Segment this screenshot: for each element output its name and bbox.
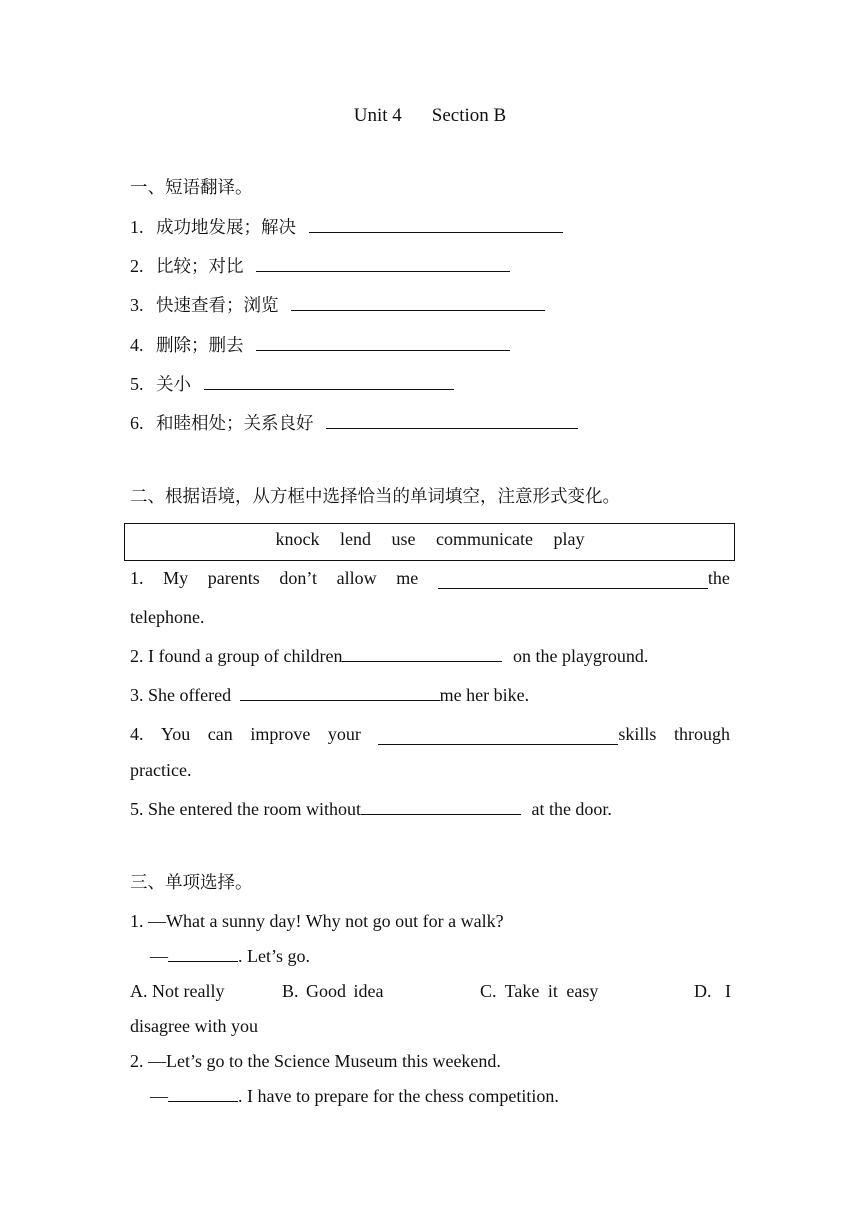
question-word: can — [207, 724, 233, 744]
section-label: Section B — [431, 105, 507, 126]
answer-blank[interactable] — [291, 294, 545, 311]
question-text: 3. She offered — [130, 685, 232, 705]
answer-blank[interactable] — [240, 684, 440, 701]
blank-group — [438, 567, 730, 589]
word-option: use — [391, 529, 416, 549]
word-option: communicate — [436, 529, 533, 549]
part2-question-4 — [130, 723, 730, 745]
answer-blank[interactable] — [361, 798, 521, 815]
question-word: You — [161, 724, 191, 744]
part1-item — [130, 373, 454, 396]
answer-blank[interactable] — [204, 373, 454, 390]
answer-blank[interactable] — [378, 728, 618, 745]
question-word: parents — [207, 568, 260, 588]
question-text: at the door. — [531, 799, 612, 819]
part2-question-4-cont: practice. — [130, 760, 192, 780]
part2-question-1 — [130, 567, 730, 589]
question-word: the — [707, 568, 730, 588]
question-word: 1. — [130, 568, 144, 588]
word-option: play — [553, 529, 585, 549]
part1-item — [130, 334, 510, 357]
item-number: 4. — [130, 335, 144, 355]
part2-question-3 — [130, 684, 529, 706]
answer-blank[interactable] — [309, 216, 563, 233]
part1-item — [130, 412, 578, 435]
reply-text: . I have to prepare for the chess competition. — [238, 1086, 559, 1106]
answer-blank[interactable] — [326, 412, 578, 429]
item-number: 3. — [130, 295, 144, 315]
part2-question-2 — [130, 645, 648, 667]
question-text: 2. I found a group of children — [130, 646, 343, 666]
item-number: 2. — [130, 256, 144, 276]
question-word: me — [396, 568, 419, 588]
question-text: 5. She entered the room without — [130, 799, 361, 819]
answer-blank[interactable] — [168, 945, 238, 962]
part3-question-2-reply — [150, 1085, 559, 1107]
item-text: 成功地发展；解决 — [156, 218, 296, 238]
part2-heading: 二、根据语境，从方框中选择恰当的单词填空，注意形式变化。 — [130, 487, 620, 507]
word-box-words — [0, 528, 860, 550]
part2-question-5 — [130, 798, 612, 820]
part1-heading: 一、短语翻译。 — [130, 178, 253, 198]
item-text: 和睦相处；关系良好 — [156, 414, 314, 434]
question-word: through — [673, 724, 730, 744]
item-text: 删除；删去 — [156, 336, 244, 356]
dash: — — [150, 946, 168, 966]
part3-question-2-prompt: 2. —Let’s go to the Science Museum this weekend. — [130, 1051, 501, 1071]
word-option: lend — [340, 529, 372, 549]
answer-blank[interactable] — [256, 334, 510, 351]
unit-label: Unit 4 — [353, 105, 402, 126]
question-word: 4. — [130, 724, 144, 744]
option-b[interactable]: B. Good idea — [282, 981, 384, 1001]
part1-item — [130, 216, 563, 239]
answer-blank[interactable] — [256, 255, 510, 272]
item-text: 快速查看；浏览 — [156, 296, 279, 316]
part1-item — [130, 294, 545, 317]
item-number: 6. — [130, 413, 144, 433]
question-text: on the playground. — [512, 646, 649, 666]
item-text: 关小 — [156, 375, 191, 395]
part3-question-1-reply — [150, 945, 310, 967]
question-word: skills — [618, 724, 657, 744]
option-a[interactable]: A. Not really — [130, 981, 225, 1001]
item-number: 5. — [130, 374, 144, 394]
blank-group — [378, 723, 656, 745]
answer-blank[interactable] — [342, 645, 502, 662]
part3-heading: 三、单项选择。 — [130, 873, 253, 893]
page-title — [0, 105, 860, 127]
item-number: 1. — [130, 217, 144, 237]
question-word: don’t — [279, 568, 318, 588]
question-word: My — [163, 568, 189, 588]
question-word: your — [327, 724, 361, 744]
word-option: knock — [275, 529, 320, 549]
answer-blank[interactable] — [438, 572, 708, 589]
item-text: 比较；对比 — [156, 257, 244, 277]
dash: — — [150, 1086, 168, 1106]
question-word: allow — [336, 568, 377, 588]
part3-question-1-prompt: 1. —What a sunny day! Why not go out for a walk? — [130, 911, 504, 931]
question-word: improve — [250, 724, 311, 744]
option-d[interactable]: D. I — [694, 981, 731, 1001]
part1-item — [130, 255, 510, 278]
answer-blank[interactable] — [168, 1085, 238, 1102]
option-d-cont: disagree with you — [130, 1016, 258, 1036]
question-text: me her bike. — [439, 685, 530, 705]
part2-question-1-cont: telephone. — [130, 607, 205, 627]
option-c[interactable]: C. Take it easy — [480, 981, 599, 1001]
reply-text: . Let’s go. — [238, 946, 310, 966]
